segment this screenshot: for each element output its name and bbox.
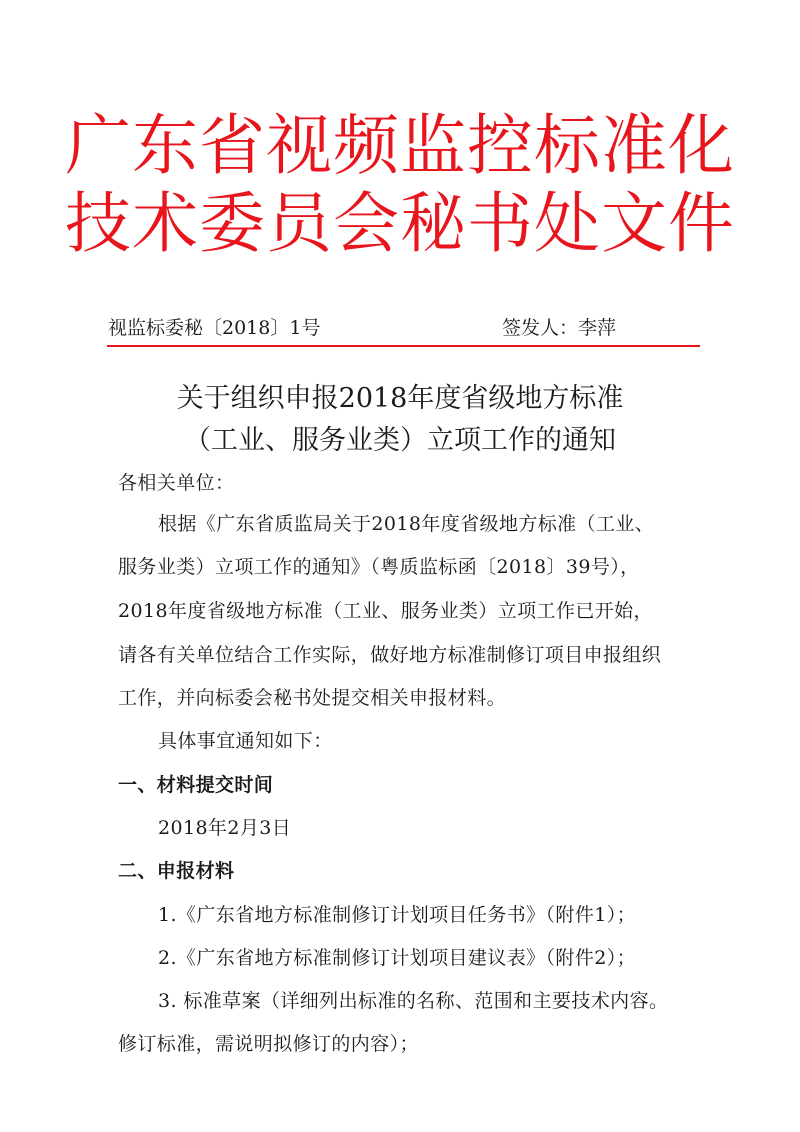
paragraph-line: 根据《广东省质监局关于2018年度省级地方标准（工业、: [158, 513, 655, 535]
paragraph-line: 服务业类）立项工作的通知》（粤质监标函〔2018〕39号），: [118, 556, 640, 578]
list-item: 3. 标准草案（详细列出标准的名称、范围和主要技术内容。: [158, 990, 669, 1012]
paragraph-line: 请各有关单位结合工作实际，做好地方标准制修订项目申报组织: [118, 644, 662, 666]
header-title-line1: 广东省视频监控标准化: [65, 107, 735, 184]
list-item: 1.《广东省地方标准制修订计划项目任务书》（附件1）；: [158, 904, 637, 926]
paragraph-line: 工作，并向标委会秘书处提交相关申报材料。: [118, 687, 507, 709]
header-divider: [107, 345, 700, 347]
section2-title: 二、申报材料: [118, 860, 235, 882]
list-item: 2.《广东省地方标准制修订计划项目建议表》（附件2）；: [158, 947, 637, 969]
header-title-line2: 技术委员会秘书处文件: [65, 185, 735, 262]
notice-title-line2: （工业、服务业类）立项工作的通知: [184, 425, 616, 456]
section1-title: 一、材料提交时间: [118, 774, 274, 796]
paragraph-line: 2018年度省级地方标准（工业、服务业类）立项工作已开始，: [118, 600, 653, 622]
salutation: 各相关单位：: [118, 472, 235, 494]
list-item-continuation: 修订标准，需说明拟修订的内容）；: [118, 1033, 419, 1055]
document-number: 视监标委秘〔2018〕1号: [108, 317, 321, 339]
section1-date: 2018年2月3日: [158, 817, 292, 839]
notice-title-line1: 关于组织申报2018年度省级地方标准: [176, 383, 624, 414]
signer: 签发人：李萍: [502, 317, 617, 339]
intro-line: 具体事宜通知如下：: [158, 730, 333, 752]
